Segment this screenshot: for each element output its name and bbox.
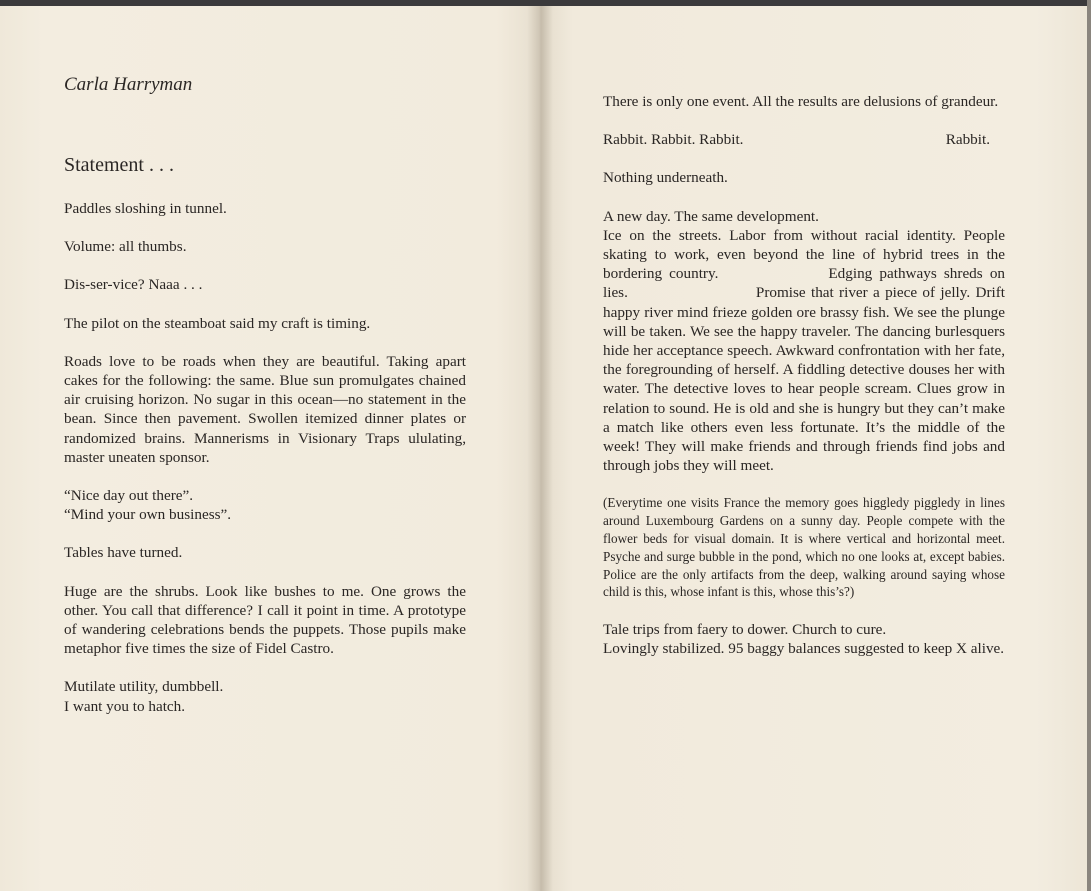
paragraph: Roads love to be roads when they are beautiful. Taking apart cakes for the following: the same. Blue sun promulgates chained air cruising horizon. No sugar in this ocean—no statement in the bean. Since then pavement. Swollen itemized dinner plates or randomized brains. Mannerisms in Visionary Traps ululating, master uneaten sponsor. — [64, 352, 466, 466]
paragraph-line: Lovingly stabilized. 95 baggy balances suggested to keep X alive. — [603, 640, 1005, 658]
text-segment: Ice on the streets. Labor from without racial identity. People skating to work, even beyond the line of hybrid trees in the bordering country. — [603, 226, 1005, 283]
paragraph: The pilot on the steamboat said my craft is timing. — [64, 314, 371, 332]
quote-line: “Mind your own business”. — [64, 506, 232, 524]
parenthetical-paragraph: (Everytime one visits France the memory goes higgledy piggledy in lines around Luxembourg Gardens on a sunny day. People compete with the flower beds for visual domain. It is where vertical and horizontal meet. Psyche and surge bubble in the pond, which no one looks at, except babies. Police are the only artifacts from the deep, walking around saying whose child is this, whose infant is this, whose this’s?) — [603, 495, 1005, 600]
right-column — [603, 92, 1005, 659]
paragraph: There is only one event. All the results are delusions of grandeur. — [603, 93, 999, 110]
paragraph-line: I want you to hatch. — [64, 697, 186, 715]
paragraph-line: Mutilate utility, dumbbell. — [64, 678, 224, 696]
paragraph — [603, 226, 1005, 476]
text-segment: Promise that river a piece of jelly. Drift happy river mind frieze golden ore brassy fish. We see the plunge will be taken. We see the happy traveler. The dancing burlesquers hide her acceptance speech. Awkward confrontation with her fate, the foregrounding of herself. A fiddling detective douses her with water. The detective loves to hear people scream. Clues grow in relation to sound. He is old and she is hungry but they can’t make a match like others even less fortunate. It’s the middle of the week! They will make friends and through friends find jobs and through jobs they will meet. — [603, 284, 1005, 475]
rabbit-line — [603, 130, 990, 149]
paragraph: Huge are the shrubs. Look like bushes to me. One grows the other. You call that difference? I call it point in time. A prototype of wandering celebrations bends the puppets. Those pupils make metaphor five times the size of Fidel Castro. — [64, 582, 466, 658]
paragraph: Dis-ser-vice? Naaa . . . — [64, 276, 203, 294]
paragraph-line: Tale trips from faery to dower. Church to cure. — [603, 621, 887, 639]
rabbit-text-right: Rabbit. — [945, 131, 990, 149]
paragraph: Nothing underneath. — [603, 169, 728, 187]
poem-title: Statement . . . — [64, 154, 174, 176]
quote-line: “Nice day out there”. — [64, 487, 194, 505]
right-edge — [1087, 0, 1091, 891]
paragraph-line: A new day. The same development. — [603, 207, 819, 225]
author-name: Carla Harryman — [64, 74, 193, 95]
top-edge — [0, 0, 1091, 6]
paragraph: Paddles sloshing in tunnel. — [64, 200, 227, 217]
left-column — [64, 199, 466, 716]
rabbit-text-left: Rabbit. Rabbit. Rabbit. — [603, 131, 744, 149]
book-gutter — [527, 0, 553, 891]
paragraph: Tables have turned. — [64, 544, 183, 562]
text-segment: Edging pathways shreds on lies. — [603, 265, 1006, 302]
paragraph: Volume: all thumbs. — [64, 238, 187, 256]
